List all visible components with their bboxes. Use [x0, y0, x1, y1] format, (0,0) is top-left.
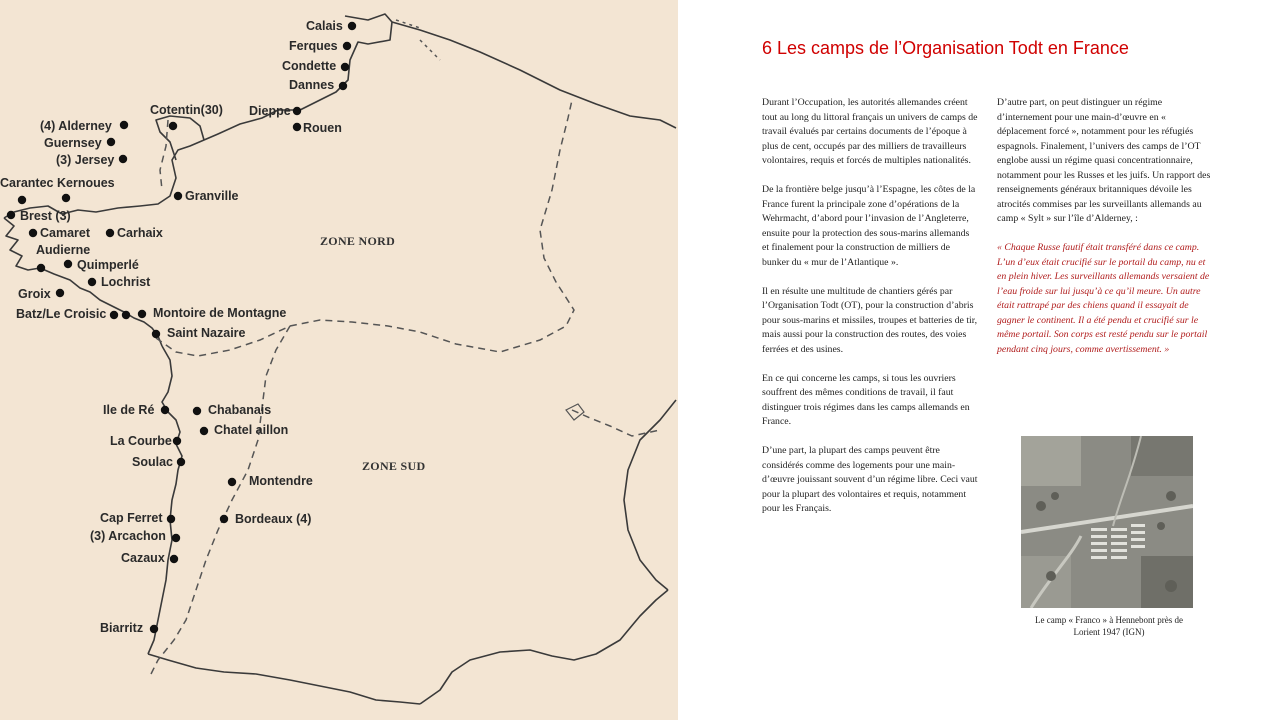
aerial-photo — [1021, 436, 1193, 608]
dot-le-croisic — [122, 311, 130, 319]
place-label: Carantec Kernoues — [0, 176, 115, 190]
dot-kernoues — [62, 194, 70, 202]
dot-chatelaillon — [200, 427, 208, 435]
place-label: (3) Jersey — [56, 153, 115, 167]
place-label: Cap Ferret — [100, 511, 163, 525]
place-label: Ferques — [289, 39, 338, 53]
dot-lochrist — [88, 278, 96, 286]
dot-groix — [56, 289, 64, 297]
dot-condette — [341, 63, 349, 71]
place-label: (3) Arcachon — [90, 529, 166, 543]
dot-camaret — [29, 229, 37, 237]
dot-brest — [7, 211, 15, 219]
dot-biarritz — [150, 625, 158, 633]
paragraph: En ce qui concerne les camps, si tous les ouvriers souffrent des mêmes conditions de travail, il faut distinguer trois régimes dans les camps allemands en France. — [762, 372, 970, 427]
place-label: Batz/Le Croisic — [16, 307, 107, 321]
place-label: Chabanais — [208, 403, 272, 417]
paragraph: Durant l’Occupation, les autorités allemandes créent tout au long du littoral français un univers de camps de travail évalués par certains documents de l’époque à plus de cent, occupés par des milliers de travailleurs volontaires, requis et forcés de multiples nationalités. — [762, 97, 978, 166]
aerial-photo-image — [1021, 436, 1193, 608]
dot-ile-de-re — [161, 406, 169, 414]
spain-border — [148, 654, 420, 704]
dot-carhaix — [106, 229, 114, 237]
dotted-upper-2 — [420, 40, 440, 60]
dot-dannes — [339, 82, 347, 90]
place-label: (4) Alderney — [40, 119, 112, 133]
place-label: Ile de Ré — [103, 403, 155, 417]
dot-arcachon — [172, 534, 180, 542]
dot-carantec — [18, 196, 26, 204]
paragraph: D’une part, la plupart des camps peuvent être considérés comme des logements pour une main-d’œuvre jouissant souvent d’un régime libre. Ceci vaut pour la plupart des volontaires et requis, notamment pour les Français. — [762, 445, 978, 514]
quote-paragraph: « Chaque Russe fautif était transféré dans ce camp. L’un d’eux était crucifié sur le portail du camp, nu et en plein hiver. Les surveillants allemands versaient de l’eau froide sur lui jusqu’à ce qu’il meure. Un autre était rattrapé par des chiens quand il essayait de gagner le continent. Il a été pendu et crucifié sur le même portail. Son corps est resté pendu sur le portail pendant cinq jours, comme avertissement. » — [997, 242, 1210, 355]
dot-soulac — [177, 458, 185, 466]
dot-saint-nazaire — [152, 330, 160, 338]
place-label: Quimperlé — [77, 258, 139, 272]
place-label: Saint Nazaire — [167, 326, 246, 340]
place-label: Camaret — [40, 226, 91, 240]
place-label: Cotentin(30) — [150, 103, 223, 117]
place-label: Chatel aillon — [214, 423, 289, 437]
place-label: Montendre — [249, 474, 313, 488]
atlantic-coastline — [148, 346, 182, 654]
zone-sud-label: ZONE SUD — [362, 459, 426, 473]
dot-guernsey — [107, 138, 115, 146]
slide-title: 6 Les camps de l’Organisation Todt en France — [762, 38, 1129, 58]
place-label: Biarritz — [100, 621, 144, 635]
dot-audierne — [37, 264, 45, 272]
paragraph: D’autre part, on peut distinguer un régime d’internement pour une main-d’œuvre en « déplacement forcé », notamment pour les réfugiés espagnols. Finalement, l’univers des camps de l’OT englobe aussi un régime quasi concentrationnaire, notamment pour les Russes et les juifs. Un rapport des renseignements généraux britanniques dévoile les atrocités commises par les surveillants allemands au camp « Sylt » sur l’île d’Alderney, : — [997, 97, 1211, 224]
paragraph: De la frontière belge jusqu’à l’Espagne, les côtes de la France furent la principale zone d’opérations de la Wehrmacht, d’abord pour l’invasion de l’Angleterre, ensuite pour la protection des sous-marins allemands et finalement pour la construction de milliers de bunker du « mur de l’Atlantique ». — [762, 184, 976, 268]
place-label: Calais — [306, 19, 343, 33]
dot-bordeaux — [220, 515, 228, 523]
east-border — [392, 22, 676, 128]
place-label: Audierne — [36, 243, 91, 257]
dot-ferques — [343, 42, 351, 50]
place-label: Cazaux — [121, 551, 165, 565]
dot-quimperle — [64, 260, 72, 268]
text-column-right — [997, 96, 1213, 372]
dot-montendre — [228, 478, 236, 486]
paragraph: Il en résulte une multitude de chantiers gérés par l’Organisation Todt (OT), pour la construction d’abris pour sous-marins et missiles, troupes et batteries de tir, mais aussi pour la construction des routes, des voies ferrées et des usines. — [762, 285, 978, 355]
place-label: Brest (3) — [20, 209, 71, 223]
demarcation-line-north — [160, 120, 168, 190]
mediterranean-coastline — [420, 590, 668, 704]
dot-chabanais — [193, 407, 201, 415]
place-label: Carhaix — [117, 226, 163, 240]
place-label: Montoire de Montagne — [153, 306, 287, 320]
place-label: Dieppe — [249, 104, 291, 118]
dot-montoire — [138, 310, 146, 318]
dot-la-courbe — [173, 437, 181, 445]
dot-cap-ferret — [167, 515, 175, 523]
dot-calais — [348, 22, 356, 30]
dot-cotentin — [169, 122, 177, 130]
place-label: Guernsey — [44, 136, 102, 150]
dot-granville — [174, 192, 182, 200]
place-label: Condette — [282, 59, 337, 73]
place-label: Lochrist — [101, 275, 151, 289]
place-label: Granville — [185, 189, 239, 203]
place-label: Soulac — [132, 455, 173, 469]
text-column-left — [762, 96, 978, 531]
zone-nord-label: ZONE NORD — [320, 234, 396, 248]
dot-jersey — [119, 155, 127, 163]
cotentin-coastline — [156, 116, 204, 160]
dot-batz — [110, 311, 118, 319]
dot-dieppe — [293, 107, 301, 115]
swiss-italian-border — [624, 400, 676, 590]
dot-cazaux — [170, 555, 178, 563]
dot-rouen — [293, 123, 301, 131]
place-label: Rouen — [303, 121, 342, 135]
place-label: Groix — [18, 287, 51, 301]
place-label: La Courbe — [110, 434, 172, 448]
place-label: Dannes — [289, 78, 335, 92]
photo-caption: Le camp « Franco » à Hennebont près de Lorient 1947 (IGN) — [1035, 615, 1183, 637]
dot-alderney — [120, 121, 128, 129]
place-label: Bordeaux (4) — [235, 512, 312, 526]
